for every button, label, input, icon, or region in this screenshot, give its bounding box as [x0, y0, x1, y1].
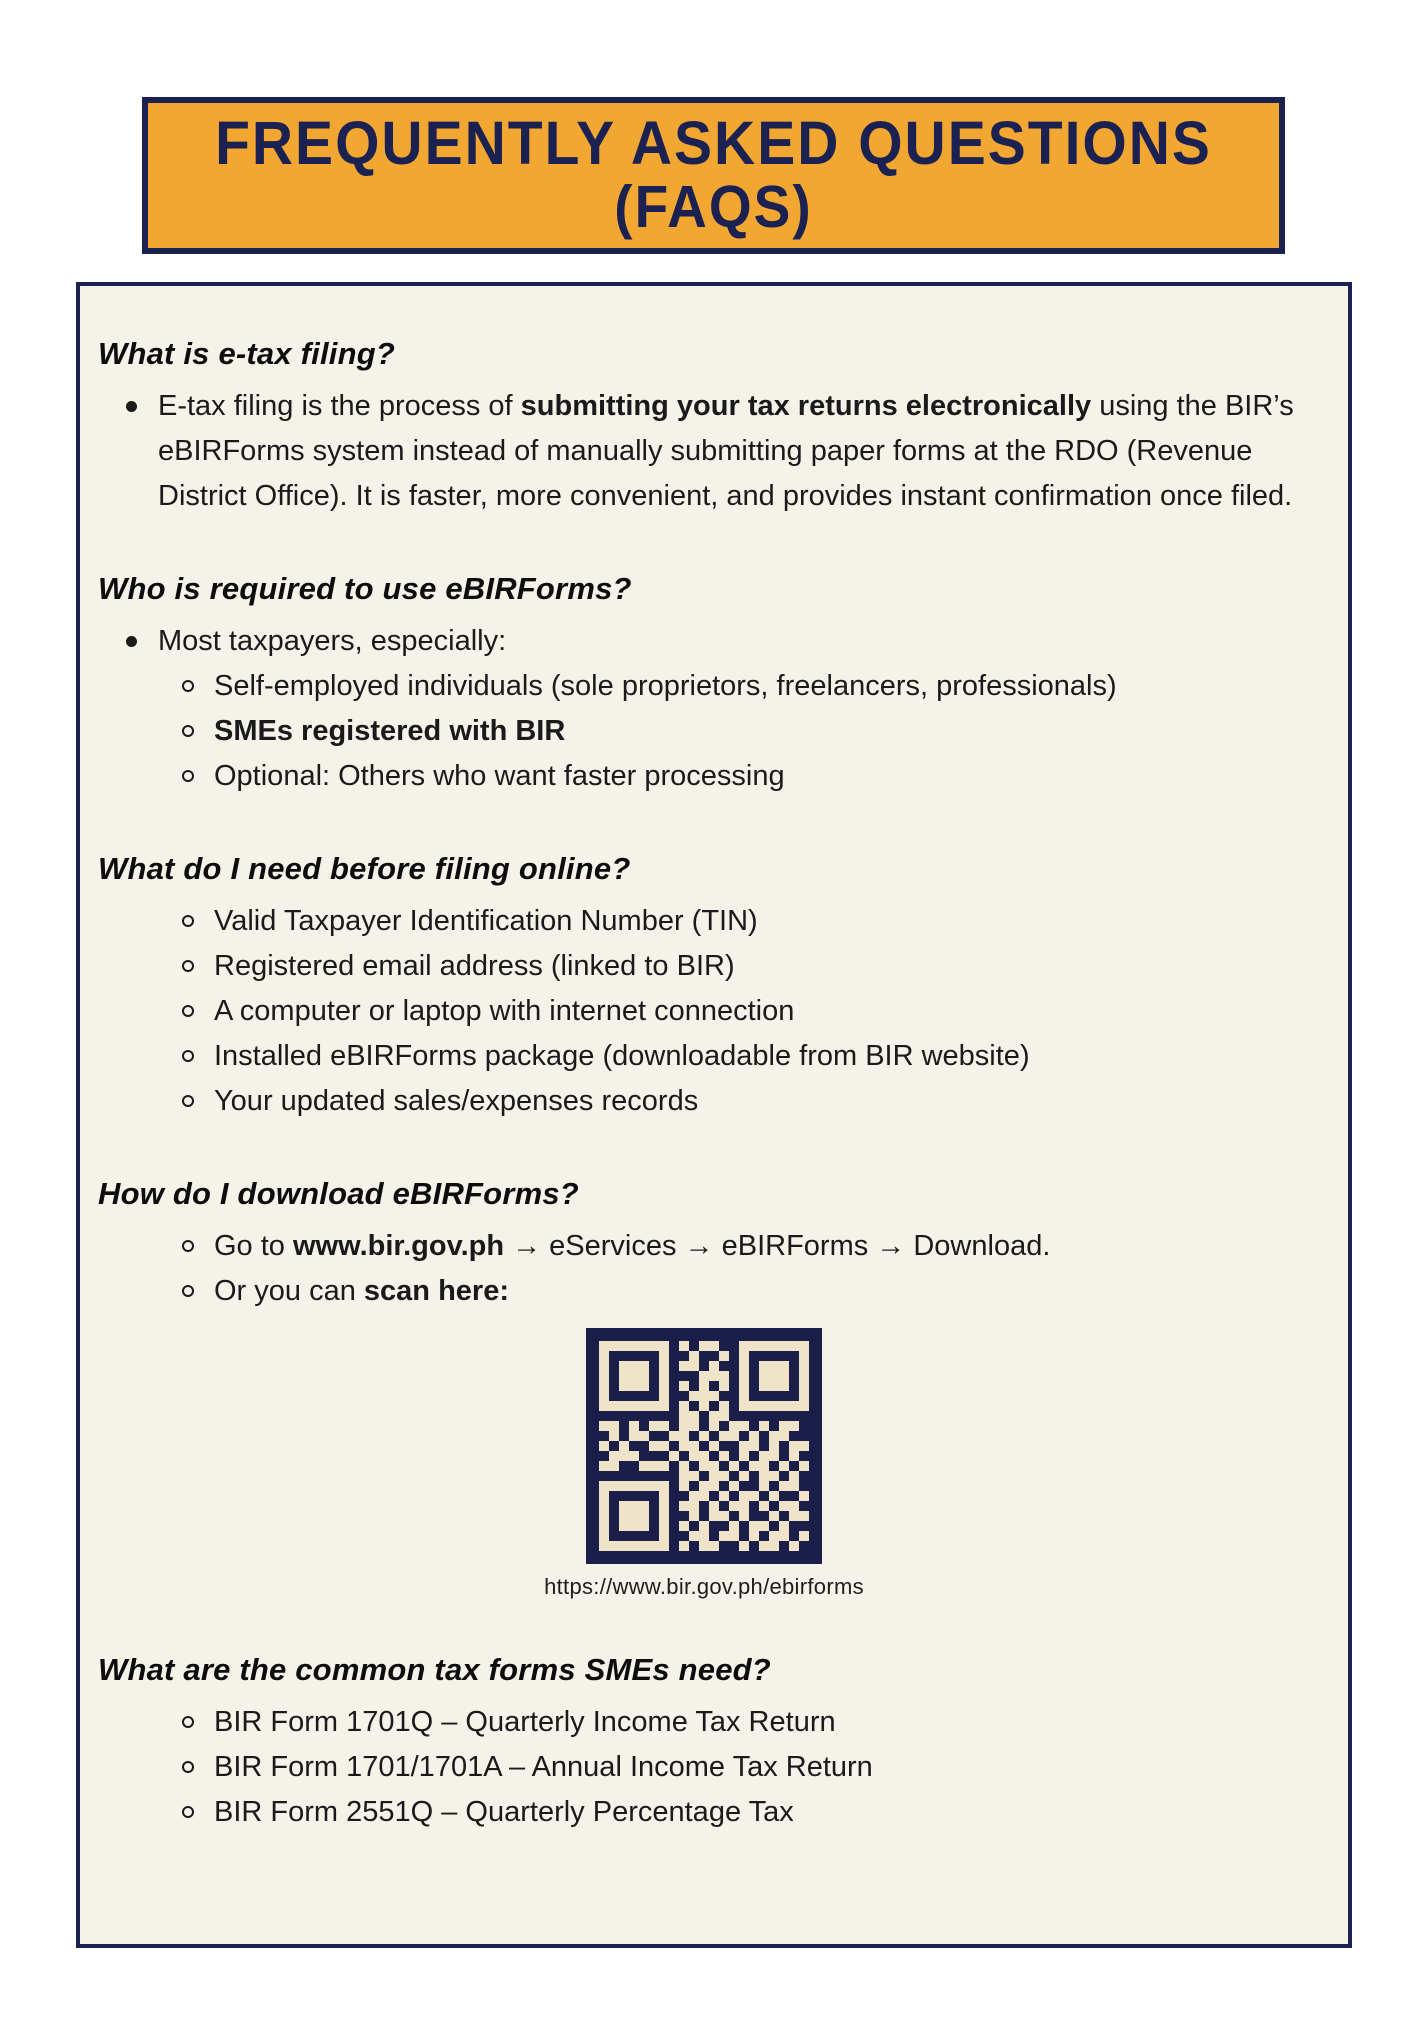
bullet-marker-cell	[98, 1224, 214, 1269]
faq-section	[98, 336, 1310, 519]
bullet-item	[98, 944, 1310, 989]
bullet-text-segment: Optional: Others who want faster processing	[214, 760, 785, 792]
bullet-marker-cell	[98, 384, 158, 519]
bullet-item	[98, 664, 1310, 709]
bullet-text	[214, 989, 1214, 1034]
bullet-circle-icon	[182, 1761, 194, 1773]
bullet-text-segment: Registered email address (linked to BIR)	[214, 950, 735, 982]
bullet-marker-cell	[98, 944, 214, 989]
bullet-text-segment: E-tax filing is the process of	[158, 390, 521, 422]
bullet-text-segment: BIR Form 1701Q – Quarterly Income Tax Return	[214, 1706, 836, 1738]
bullet-text-segment: → eServices → eBIRForms → Download.	[504, 1230, 1051, 1262]
bullet-item	[98, 1034, 1310, 1079]
bullet-marker-cell	[98, 709, 214, 754]
faq-section	[98, 571, 1310, 799]
bullet-text	[214, 664, 1214, 709]
bullet-text-segment: www.bir.gov.ph	[293, 1230, 505, 1262]
bullet-marker-cell	[98, 1700, 214, 1745]
bullet-text	[214, 1269, 1214, 1314]
bullet-circle-icon	[182, 1240, 194, 1252]
bullet-text	[214, 1700, 1214, 1745]
bullet-marker-cell	[98, 989, 214, 1034]
bullet-text-segment: BIR Form 2551Q – Quarterly Percentage Tax	[214, 1796, 794, 1828]
bullet-circle-icon	[182, 1285, 194, 1297]
bullet-text-segment: Go to	[214, 1230, 293, 1262]
bullet-text-segment: SMEs registered with BIR	[214, 715, 566, 747]
bullet-text	[214, 1745, 1214, 1790]
faq-content-box	[76, 282, 1352, 1948]
page-title-line1: FREQUENTLY ASKED QUESTIONS	[215, 109, 1212, 179]
bullet-text-segment: using the BIR’s eBIRForms system instead of manually submitting paper forms at the RDO (Revenue District Office). It is faster, more convenient, and provides instant confirmation once filed.	[158, 390, 1294, 512]
bullet-marker-cell	[98, 1034, 214, 1079]
bullet-circle-icon	[182, 1050, 194, 1062]
bullet-circle-icon	[182, 1095, 194, 1107]
bullet-text-segment: Valid Taxpayer Identification Number (TIN)	[214, 905, 758, 937]
bullet-marker-cell	[98, 1745, 214, 1790]
bullet-marker-cell	[98, 754, 214, 799]
bullet-text	[214, 944, 1214, 989]
bullet-circle-icon	[182, 915, 194, 927]
bullet-marker-cell	[98, 1269, 214, 1314]
bullet-item	[98, 709, 1310, 754]
bullet-item	[98, 1790, 1310, 1835]
bullet-text-segment: A computer or laptop with internet connection	[214, 995, 795, 1027]
bullet-marker-cell	[98, 1079, 214, 1124]
faq-question: What is e-tax filing?	[98, 336, 395, 371]
bullet-text	[214, 1034, 1214, 1079]
qr-code-icon	[586, 1328, 822, 1564]
bullet-circle-icon	[182, 680, 194, 692]
bullet-marker-cell	[98, 899, 214, 944]
faq-question: What do I need before filing online?	[98, 851, 631, 886]
bullet-text	[214, 1790, 1214, 1835]
bullet-item	[98, 619, 1310, 664]
bullet-marker-cell	[98, 1790, 214, 1835]
bullet-item	[98, 899, 1310, 944]
faq-question: How do I download eBIRForms?	[98, 1176, 579, 1211]
faq-section	[98, 851, 1310, 1124]
qr-block	[98, 1328, 1310, 1600]
faq-section	[98, 1176, 1310, 1600]
page-title	[215, 109, 1212, 241]
bullet-text	[214, 709, 1214, 754]
bullet-text-segment: Most taxpayers, especially:	[158, 625, 507, 657]
bullet-item	[98, 989, 1310, 1034]
faq-sections	[98, 336, 1310, 1835]
bullet-item	[98, 1745, 1310, 1790]
bullet-text-segment: Or you can	[214, 1275, 364, 1307]
bullet-text	[214, 899, 1214, 944]
bullet-text	[158, 619, 1310, 664]
bullet-item	[98, 1079, 1310, 1124]
bullet-item	[98, 1700, 1310, 1745]
bullet-item	[98, 1269, 1310, 1314]
bullet-circle-icon	[182, 960, 194, 972]
bullet-circle-icon	[182, 1806, 194, 1818]
bullet-item	[98, 384, 1310, 519]
bullet-circle-icon	[182, 725, 194, 737]
bullet-text	[214, 1079, 1214, 1124]
bullet-text	[214, 1224, 1214, 1269]
bullet-marker-cell	[98, 619, 158, 664]
bullet-text-segment: Your updated sales/expenses records	[214, 1085, 699, 1117]
bullet-text	[214, 754, 1214, 799]
bullet-text-segment: submitting your tax returns electronically	[520, 390, 1092, 422]
bullet-text-segment: BIR Form 1701/1701A – Annual Income Tax Return	[214, 1751, 873, 1783]
faq-question: What are the common tax forms SMEs need?	[98, 1652, 771, 1687]
bullet-circle-icon	[182, 1716, 194, 1728]
faq-section	[98, 1652, 1310, 1835]
page-title-line2: (FAQS)	[614, 173, 813, 241]
bullet-circle-icon	[182, 1005, 194, 1017]
bullet-dot-icon	[126, 401, 137, 412]
faq-question: Who is required to use eBIRForms?	[98, 571, 632, 606]
faq-header-banner	[142, 97, 1285, 254]
bullet-item	[98, 1224, 1310, 1269]
bullet-text	[158, 384, 1310, 519]
bullet-item	[98, 754, 1310, 799]
bullet-text-segment: scan here:	[363, 1275, 509, 1307]
qr-caption: https://www.bir.gov.ph/ebirforms	[544, 1574, 864, 1599]
bullet-dot-icon	[126, 636, 137, 647]
bullet-circle-icon	[182, 770, 194, 782]
bullet-text-segment: Self-employed individuals (sole proprietors, freelancers, professionals)	[214, 670, 1117, 702]
bullet-marker-cell	[98, 664, 214, 709]
bullet-text-segment: Installed eBIRForms package (downloadable from BIR website)	[214, 1040, 1030, 1072]
